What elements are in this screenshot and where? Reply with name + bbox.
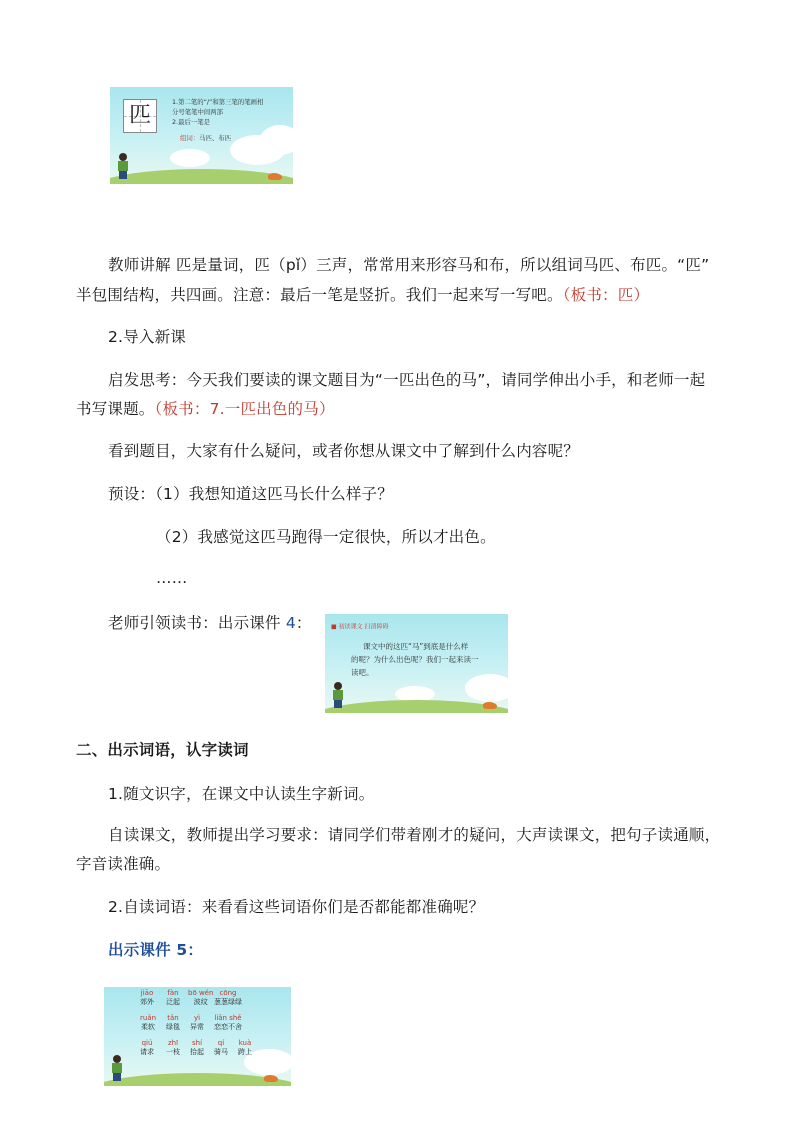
slide-thumbnail-vocabulary xyxy=(104,987,291,1086)
list-item: 1.随文识字，在课文中认读生字新词。 xyxy=(108,785,375,803)
grass-ground xyxy=(325,700,508,713)
slide-body-line: 的呢？为什么出色呢？我们一起来读一 xyxy=(351,655,479,664)
vocab-word: shí 拾起 xyxy=(190,1039,204,1056)
list-item: 2.自读词语：来看看这些词语你们是否都能都准确呢？ xyxy=(108,898,485,916)
board-note: （板书：7.一匹出色的马） xyxy=(154,400,335,418)
paragraph-line: 半包围结构，共四画。注意：最后一笔是竖折。我们一起来写一写吧。（板书：匹） xyxy=(76,286,650,304)
vocab-word: yì 异常 xyxy=(190,1014,204,1031)
preset-line: 预设：（1）我想知道这匹马长什么样子？ xyxy=(108,485,393,503)
slide-thumbnail-courseware-4 xyxy=(325,614,508,713)
grass-ground xyxy=(110,169,293,184)
paragraph-line: 教师讲解 匹是量词，匹（pǐ）三声，常常用来形容马和布，所以组词马匹、布匹。“匹” xyxy=(108,256,710,274)
vocab-word: bō wén 波纹 xyxy=(188,989,214,1006)
fox-figure xyxy=(268,173,282,180)
cloud-shape xyxy=(170,149,210,167)
slide-body-line: 读吧。 xyxy=(351,668,374,677)
character-grid xyxy=(123,99,157,133)
slide-note: 2.最后一笔是 xyxy=(172,117,210,126)
fox-figure xyxy=(264,1075,278,1082)
paragraph-line: 看到题目，大家有什么疑问，或者你想从课文中了解到什么内容呢？ xyxy=(108,442,580,460)
section-heading: 二、出示词语，认字读词 xyxy=(76,741,249,759)
vocab-word: liǎn shě 恋恋不舍 xyxy=(214,1014,242,1031)
slide-note: 1.第二笔的“/”和第三笔的笔画相 xyxy=(172,97,264,106)
boy-figure xyxy=(331,682,345,708)
slide-header: ■ 初读课文 扫清障碍 xyxy=(331,622,389,630)
slide-body-line: 课文中的这匹“马”到底是什么样 xyxy=(363,642,469,651)
character-glyph: 匹 xyxy=(128,103,151,128)
paragraph-line: 老师引领读书：出示课件 4： xyxy=(108,614,312,632)
header-marker-icon: ■ xyxy=(331,622,337,630)
section-heading: 2.导入新课 xyxy=(108,328,186,346)
vocab-word: qí 骑马 xyxy=(214,1039,228,1056)
slide-thumbnail-pi xyxy=(110,87,293,184)
courseware-label: 出示课件 5： xyxy=(108,941,204,959)
cloud-shape xyxy=(465,674,508,702)
vocab-word: fàn 泛起 xyxy=(166,989,180,1006)
slide-note: 分号笔笔中间两部 xyxy=(172,107,223,116)
paragraph-line: 启发思考：今天我们要读的课文题目为“一匹出色的马”，请同学伸出小手，和老师一起 xyxy=(108,371,706,389)
ellipsis: …… xyxy=(156,569,188,587)
paragraph-line: 字音读准确。 xyxy=(76,855,171,873)
preset-line: （2）我感觉这匹马跑得一定很快，所以才出色。 xyxy=(156,528,496,546)
cloud-shape xyxy=(260,125,293,155)
vocab-word: ruǎn 柔软 xyxy=(140,1014,157,1031)
vocab-word: kuà 跨上 xyxy=(238,1039,252,1056)
fox-figure xyxy=(483,702,497,709)
vocab-word: qiú 请求 xyxy=(140,1039,154,1056)
vocab-word: jiāo 郊外 xyxy=(140,989,154,1006)
vocab-word: tǎn 绿毯 xyxy=(166,1014,180,1031)
paragraph-line: 自读课文，教师提出学习要求：请同学们带着刚才的疑问，大声读课文，把句子读通顺， xyxy=(108,826,721,844)
paragraph-line: 书写课题。（板书：7.一匹出色的马） xyxy=(76,400,335,418)
board-note: （板书：匹） xyxy=(562,286,650,304)
boy-figure xyxy=(110,1055,124,1081)
boy-figure xyxy=(116,153,130,179)
vocab-word: zhī 一枝 xyxy=(166,1039,180,1056)
grass-ground xyxy=(104,1073,291,1086)
slide-words: 组词：马匹、布匹 xyxy=(180,133,231,142)
vocab-word: cōng 葱葱绿绿 xyxy=(214,989,242,1006)
